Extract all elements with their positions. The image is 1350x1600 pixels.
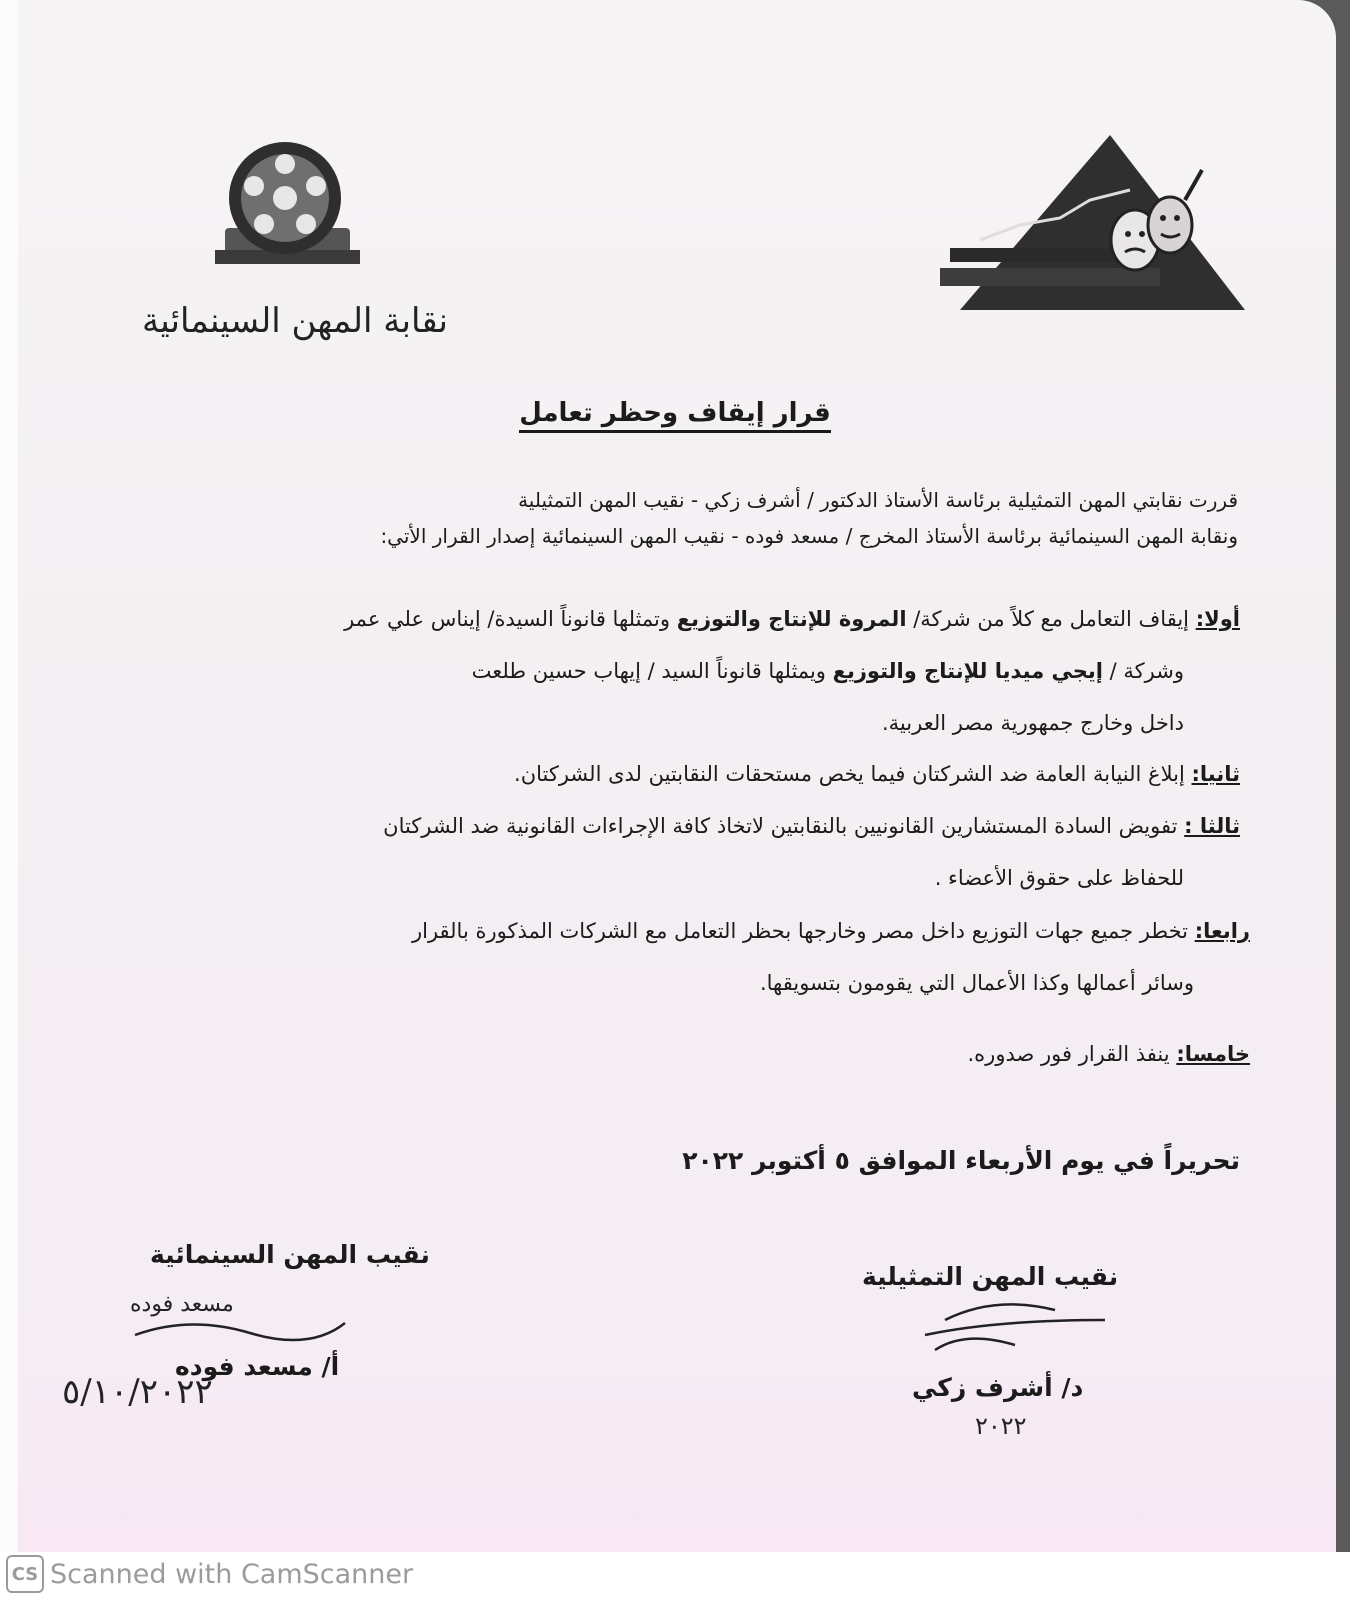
left-signatory-title: نقيب المهن السينمائية [150,1240,430,1269]
pyramid-masks-icon [940,135,1245,310]
item-label: ثانيا: [1191,762,1240,786]
acting-syndicate-logo [940,130,1270,320]
cinema-syndicate-logo [120,140,460,360]
item-label: ثالثا : [1184,814,1240,838]
left-handwritten-date: ٥/١٠/٢٠٢٢ [62,1372,213,1412]
logo-text: نقابة المهن السينمائية [142,301,448,341]
item-label: رابعا: [1194,919,1250,943]
intro-line-1: قررت نقابتي المهن التمثيلية برئاسة الأستاذ الدكتور / أشرف زكي - نقيب المهن التمثيلية [518,488,1238,512]
item-third: ثالثا : تفويض السادة المستشارين القانونيين بالنقابتين لاتخاذ كافة الإجراءات القانونية ضد الشركتان للحفاظ على حقوق الأعضاء . [383,814,1240,890]
decision-title: قرار إيقاف وحظر تعامل [0,398,1350,428]
item-fourth: رابعا: تخطر جميع جهات التوزيع داخل مصر وخارجها بحظر التعامل مع الشركات المذكورة بالقرار وسائر أعمالها وكذا الأعمال التي يقومون بتسويقها. [411,919,1250,995]
item-fifth: خامسا: ينفذ القرار فور صدوره. [967,1042,1250,1066]
company-name-1: المروة للإنتاج والتوزيع [676,607,907,631]
camscanner-text: Scanned with CamScanner [50,1558,414,1590]
right-signatory-name: د/ أشرف زكي [912,1373,1084,1402]
scan-edge [0,0,18,1600]
issue-date: تحريراً في يوم الأربعاء الموافق ٥ أكتوبر ٢٠٢٢ [682,1146,1240,1175]
film-reel-icon [215,142,360,264]
camscanner-watermark [6,1554,413,1594]
intro-line-2: ونقابة المهن السينمائية برئاسة الأستاذ المخرج / مسعد فوده - نقيب المهن السينمائية إصدار القرار الأتي: [380,524,1238,548]
item-second: ثانيا: إبلاغ النيابة العامة ضد الشركتان فيما يخص مستحقات النقابتين لدى الشركتان. [514,762,1240,786]
item-label: أولا: [1195,607,1240,631]
right-handwritten-date: ٢٠٢٢ [975,1412,1027,1440]
left-handwritten-signature: مسعد فوده [130,1292,234,1317]
left-signatory-name: أ/ مسعد فوده [175,1352,340,1381]
right-signature-stroke [905,1290,1115,1360]
company-name-2: إيجي ميديا للإنتاج والتوزيع [832,659,1103,683]
intro-paragraph [198,482,1238,554]
left-signature-stroke [130,1305,350,1345]
camscanner-logo-icon: CS [6,1555,44,1593]
right-signatory-title: نقيب المهن التمثيلية [862,1262,1119,1291]
item-first: أولا: إيقاف التعامل مع كلاً من شركة/ المروة للإنتاج والتوزيع وتمثلها قانوناً السيدة/ إيناس علي عمر وشركة / إيجي ميديا للإنتاج والتوزيع ويمثلها قانوناً السيد / إيهاب حسين طلعت داخل وخارج جمهورية مصر العربية. [344,607,1240,735]
item-label: خامسا: [1176,1042,1250,1066]
